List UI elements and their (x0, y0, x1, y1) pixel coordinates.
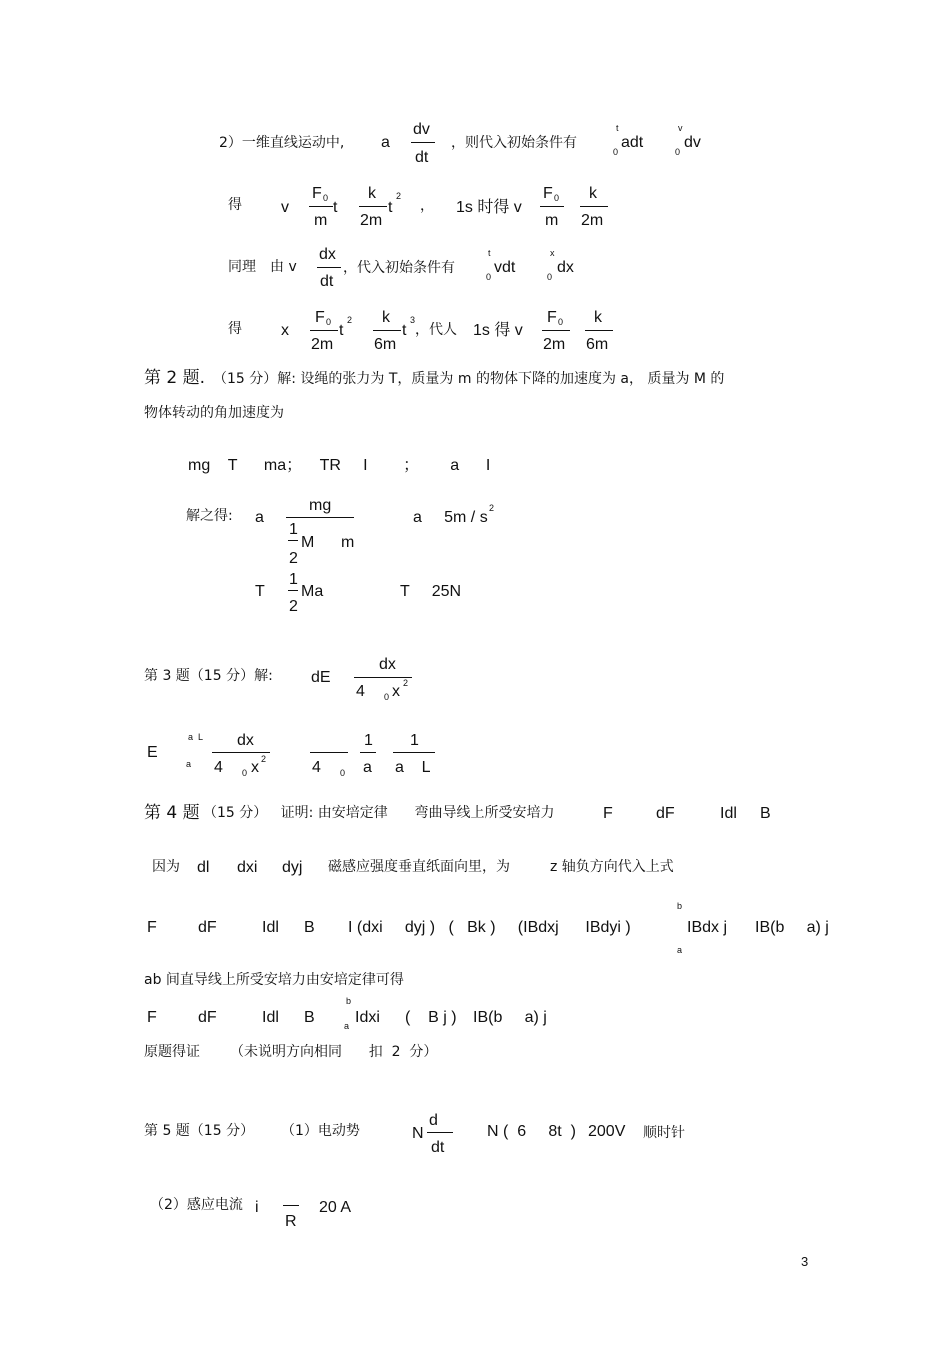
integral-limit: x (550, 248, 555, 258)
fraction-bar (585, 330, 613, 331)
math-var: dF (656, 805, 675, 822)
text-line: 顺时针 (643, 1125, 685, 1141)
text-line: （未说明方向相同 扣 2 分） (230, 1044, 438, 1060)
fraction-bar (427, 1132, 453, 1133)
fraction-numerator: 1 (289, 571, 298, 588)
math-var: dl (197, 859, 210, 876)
fraction-denominator: dt (415, 149, 429, 166)
fraction-bar (310, 752, 348, 753)
fraction-denominator: 2m (360, 212, 383, 229)
math-var: Idl (720, 805, 737, 822)
superscript: 2 (396, 191, 402, 201)
equation: mg T ma； TR I ； a I (188, 457, 491, 474)
fraction-bar (373, 330, 401, 331)
text-line: ab 间直导线上所受安培力由安培定律可得 (144, 972, 404, 988)
math-expr: T 25N (400, 583, 462, 600)
math-expr: IB(b a) j (755, 919, 829, 936)
math-var: dyj (282, 859, 303, 876)
fraction-denominator: 2m (543, 336, 566, 353)
fraction-denominator: 6m (374, 336, 397, 353)
text-line: （2）感应电流 (150, 1197, 243, 1213)
text-line: 1s 得 v (473, 322, 523, 339)
integral-limit: b (677, 901, 683, 911)
fraction-numerator: k (589, 185, 597, 202)
integral-limit: 0 (547, 272, 553, 282)
fraction-denominator: 2 (289, 598, 298, 615)
math-var: a (255, 509, 264, 526)
fraction-numerator: k (368, 185, 376, 202)
math-expr: M m (301, 534, 355, 551)
text-line: （15 分）解: 设绳的张力为 T，质量为 m 的物体下降的加速度为 a， 质量为 M 的 (213, 371, 725, 387)
text-line: z 轴负方向代入上式 (550, 859, 674, 875)
superscript: 3 (410, 315, 416, 325)
text-line: 磁感应强度垂直纸面向里，为 (328, 859, 510, 875)
math-expr: IBdx j (687, 919, 728, 936)
question-heading: 第 5 题（15 分） (144, 1123, 255, 1139)
fraction-numerator: d (429, 1112, 438, 1129)
text-line: ，则代入初始条件有 (451, 135, 577, 151)
fraction-numerator: mg (309, 497, 332, 514)
integral-limit: b (346, 996, 352, 1006)
text-line: ， (420, 198, 434, 214)
subscript: 0 (323, 193, 329, 203)
math-var: F (603, 805, 613, 822)
math-var: dF (198, 1009, 217, 1026)
math-var: F (147, 919, 157, 936)
text-line: 同理 (228, 259, 256, 275)
math-var: t (333, 199, 338, 216)
subscript: 0 (326, 317, 332, 327)
math-expr: 20 A (319, 1199, 352, 1216)
fraction-bar (288, 590, 298, 591)
integral-limit: t (488, 248, 491, 258)
text-line: 原题得证 (144, 1044, 200, 1060)
text-line: 解之得: (186, 508, 233, 524)
math-var: a (381, 134, 390, 151)
math-var: dF (198, 919, 217, 936)
fraction-denominator: R (285, 1213, 297, 1230)
fraction-bar (360, 752, 376, 753)
integral-limit: 0 (675, 147, 681, 157)
math-var: B (760, 805, 771, 822)
fraction-numerator: dx (237, 732, 254, 749)
fraction-denominator: m (314, 212, 328, 229)
fraction-denominator: 2 (289, 550, 298, 567)
fraction-numerator: dx (379, 656, 396, 673)
subscript: 0 (554, 193, 560, 203)
fraction-bar (288, 540, 298, 541)
fraction-denominator: 2m (311, 336, 334, 353)
math-expr: IB(b a) j (473, 1009, 547, 1026)
math-var: t (402, 322, 407, 339)
subscript: 0 (242, 768, 248, 778)
fraction-numerator: dv (413, 121, 430, 138)
text-line: ，代入初始条件有 (343, 260, 455, 276)
text-line: （1）电动势 (281, 1123, 360, 1139)
integral-limit: a (344, 1021, 350, 1031)
math-var: i (255, 1199, 259, 1216)
math-var: Idl (262, 1009, 279, 1026)
fraction-numerator: k (382, 309, 390, 326)
superscript: 2 (347, 315, 353, 325)
fraction-numerator: F (315, 309, 325, 326)
math-expr: Ma (301, 583, 324, 600)
math-var: t (388, 199, 393, 216)
superscript: 2 (403, 678, 409, 688)
integral-limit: 0 (613, 147, 619, 157)
fraction-bar (310, 330, 338, 331)
text-line: 1s 时得 v (456, 199, 522, 216)
fraction-denominator: a (363, 759, 372, 776)
math-expr: a 5m / s (413, 509, 488, 526)
math-var: E (147, 744, 158, 761)
math-var: dxi (237, 859, 258, 876)
page-number: 3 (801, 1254, 809, 1269)
fraction-denominator: 4 (214, 759, 223, 776)
fraction-denominator: m (545, 212, 559, 229)
math-expr: vdt (494, 259, 516, 276)
math-var: v (281, 199, 289, 216)
math-expr: dx (557, 259, 574, 276)
math-expr: 200V (588, 1123, 626, 1140)
integral-limit: a L (188, 732, 204, 742)
fraction-numerator: 1 (364, 732, 373, 749)
integral-limit: a (677, 945, 683, 955)
fraction-denominator: 6m (586, 336, 609, 353)
fraction-numerator: 1 (410, 732, 419, 749)
fraction-bar (542, 330, 570, 331)
math-var: t (339, 322, 344, 339)
fraction-denominator: dt (320, 273, 334, 290)
fraction-bar (580, 206, 608, 207)
fraction-numerator: 1 (289, 521, 298, 538)
fraction-bar (309, 206, 333, 207)
fraction-denominator: x (392, 683, 400, 700)
math-expr: Idxi (355, 1009, 380, 1026)
integral-limit: a (186, 759, 192, 769)
text-line: 由 v (270, 259, 297, 275)
subscript: 0 (558, 317, 564, 327)
fraction-numerator: k (594, 309, 602, 326)
question-heading: 第 4 题 (144, 803, 200, 823)
fraction-bar (317, 267, 341, 268)
subscript: 0 (384, 692, 390, 702)
math-var: Idl (262, 919, 279, 936)
text-line: 物体转动的角加速度为 (144, 405, 284, 421)
math-expr: N ( 6 8t ) (487, 1123, 576, 1140)
math-expr: dv (684, 134, 701, 151)
fraction-bar (286, 517, 354, 518)
math-var: x (281, 322, 289, 339)
math-expr: adt (621, 134, 644, 151)
text-line: 因为 (152, 859, 180, 875)
fraction-bar (411, 142, 435, 143)
fraction-bar (393, 752, 435, 753)
fraction-denominator: x (251, 759, 259, 776)
text-line: （15 分） 证明: 由安培定律 弯曲导线上所受安培力 (203, 805, 555, 821)
fraction-bar (540, 206, 564, 207)
question-heading: 第 2 题. (144, 368, 206, 388)
fraction-denominator: 4 (356, 683, 365, 700)
fraction-numerator: F (312, 185, 322, 202)
math-var: T (255, 583, 265, 600)
fraction-denominator: dt (431, 1139, 445, 1156)
math-expr: ( B j ) (405, 1009, 457, 1026)
fraction-denominator: 4 (312, 759, 321, 776)
fraction-bar (283, 1205, 299, 1206)
fraction-bar (212, 752, 270, 753)
question-heading: 第 3 题（15 分）解: (144, 668, 273, 684)
text-line: ，代人 (415, 322, 457, 338)
subscript: 0 (340, 768, 346, 778)
superscript: 2 (261, 754, 267, 764)
fraction-numerator: F (543, 185, 553, 202)
integral-limit: v (678, 123, 683, 133)
text-line: 得 (228, 197, 242, 213)
equation: I (dxi dyj ) ( Bk ) (IBdxj IBdyi ) (348, 919, 631, 936)
fraction-numerator: F (547, 309, 557, 326)
fraction-bar (359, 206, 387, 207)
math-var: B (304, 1009, 315, 1026)
superscript: 2 (489, 503, 495, 513)
integral-limit: t (616, 123, 619, 133)
fraction-denominator: 2m (581, 212, 604, 229)
integral-limit: 0 (486, 272, 492, 282)
math-var: F (147, 1009, 157, 1026)
fraction-numerator: dx (319, 246, 336, 263)
math-var: B (304, 919, 315, 936)
text-line: 2）一维直线运动中, (219, 135, 345, 151)
math-var: N (412, 1125, 424, 1142)
text-line: 得 (228, 321, 242, 337)
math-var: dE (311, 669, 331, 686)
fraction-denominator: a L (395, 759, 431, 776)
